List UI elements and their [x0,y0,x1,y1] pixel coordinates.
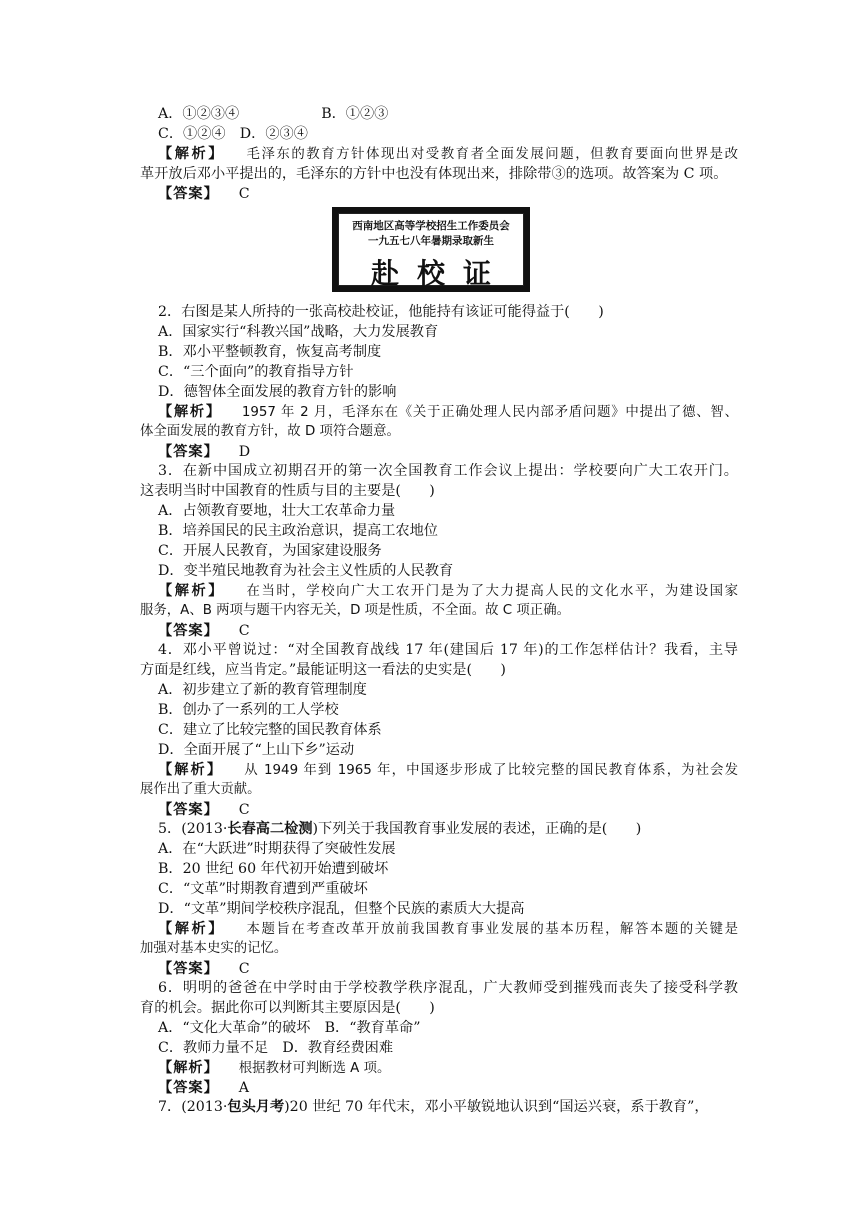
q6-options-cd: C．教师力量不足 D．教育经费困难 [158,1040,394,1056]
answer-label: 【答案】 [158,186,219,202]
q7-stem: 7．(2013·包头月考)20 世纪 70 年代末，邓小平敏锐地认识到“国运兴衰，系于教育”， [158,1099,709,1115]
analysis-label: 【解析】 [158,146,225,162]
q3-option-a: A．占领教育要地，壮大工农革命力量 [158,503,396,519]
q4-option-c: C．建立了比较完整的国民教育体系 [158,722,382,738]
q4-option-a: A．初步建立了新的教育管理制度 [158,682,367,698]
q2-option-c: C．“三个面向”的教育指导方针 [158,364,354,380]
q6-analysis: 【解析】 根据教材可判断选 A 项。 [158,1060,391,1076]
stamp-subtitle: 一九五七八年暑期录取新生 [368,235,494,247]
q5-answer: 【答案】 C [158,961,250,977]
q5-option-c: C．“文革”时期教育遭到严重破坏 [158,881,368,897]
q3-answer: 【答案】 C [158,623,250,639]
q3-analysis-line1: 【解析】 在当时，学校向广大工农开门是为了大力提高人民的文化水平，为建设国家 [158,583,738,599]
q3-stem-line1: 3．在新中国成立初期召开的第一次全国教育工作会议上提出：学校要向广大工农开门。 [158,463,738,479]
admission-certificate-image [332,207,530,292]
q2-option-d: D．德智体全面发展的教育方针的影响 [158,384,397,400]
q5-option-b: B．20 世纪 60 年代初开始遭到破坏 [158,861,389,877]
q4-stem-line2: 方面是红线，应当肯定。”最能证明这一看法的史实是( ) [140,662,506,678]
q5-analysis-line2: 加强对基本史实的记忆。 [140,941,288,956]
q2-stem: 2．右图是某人所持的一张高校赴校证，他能持有该证可能得益于( ) [158,304,604,320]
q6-stem-line1: 6．明明的爸爸在中学时由于学校教学秩序混乱，广大教师受到摧残而丧失了接受科学教 [158,980,738,996]
q2-answer: 【答案】 D [158,444,251,460]
q4-stem-line1: 4．邓小平曾说过：“对全国教育战线 17 年(建国后 17 年)的工作怎样估计？我看，主导 [158,642,738,658]
q1-option-a: A．①②③④ [158,106,240,122]
q6-stem-line2: 育的机会。据此你可以判断其主要原因是( ) [140,1000,435,1016]
q1-options-ab [158,104,738,124]
q5-stem: 5．(2013·长春高二检测)下列关于我国教育事业发展的表述，正确的是( ) [158,821,642,837]
q2-option-b: B．邓小平整顿教育，恢复高考制度 [158,344,382,360]
stamp-title: 赴校证 [370,257,509,290]
q1-options-cd: C．①②④ D．②③④ [158,126,308,142]
q4-option-d: D．全面开展了“上山下乡”运动 [158,742,355,758]
q4-option-b: B．创办了一系列的工人学校 [158,702,339,718]
stamp-issuer: 西南地区高等学校招生工作委员会 [352,220,510,232]
q4-analysis-line1: 【解析】 从 1949 年到 1965 年，中国逐步形成了比较完整的国民教育体系，为社会发 [158,762,738,778]
q4-answer: 【答案】 C [158,802,250,818]
q6-options-ab: A．“文化大革命”的破坏 B．“教育革命” [158,1020,421,1036]
q1-answer: 【答案】 C [158,186,250,202]
q3-analysis-line2: 服务，A、B 两项与题干内容无关，D 项是性质，不全面。故 C 项正确。 [140,603,570,618]
q7-source: 包头月考 [227,1099,285,1115]
q1-analysis-line2: 革开放后邓小平提出的，毛泽东的方针中也没有体现出来，排除带③的选项。故答案为 C 项。 [140,166,728,182]
q3-stem-line2: 这表明当时中国教育的性质与目的主要是( ) [140,483,435,499]
q5-analysis-line1: 【解析】 本题旨在考查改革开放前我国教育事业发展的基本历程，解答本题的关键是 [158,921,738,937]
q4-analysis-line2: 展作出了重大贡献。 [140,782,261,797]
q3-option-b: B．培养国民的民主政治意识，提高工农地位 [158,523,438,539]
q2-analysis-line2: 体全面发展的教育方针，故 D 项符合题意。 [140,424,400,439]
q2-option-a: A．国家实行“科教兴国”战略，大力发展教育 [158,324,439,340]
q2-analysis-line1: 【解析】 1957 年 2 月，毛泽东在《关于正确处理人民内部矛盾问题》中提出了德、智、 [158,404,738,420]
q3-option-d: D．变半殖民地教育为社会主义性质的人民教育 [158,563,454,579]
q5-source: 长春高二检测 [227,821,313,837]
q6-answer: 【答案】 A [158,1080,250,1096]
q5-option-a: A．在“大跃进”时期获得了突破性发展 [158,841,396,857]
q1-analysis-line1: 【解析】 毛泽东的教育方针体现出对受教育者全面发展问题，但教育要面向世界是改 [158,146,738,162]
q1-option-b: B．①②③ [321,106,389,122]
q3-option-c: C．开展人民教育，为国家建设服务 [158,543,382,559]
q5-option-d: D．“文革”期间学校秩序混乱，但整个民族的素质大大提高 [158,901,525,917]
